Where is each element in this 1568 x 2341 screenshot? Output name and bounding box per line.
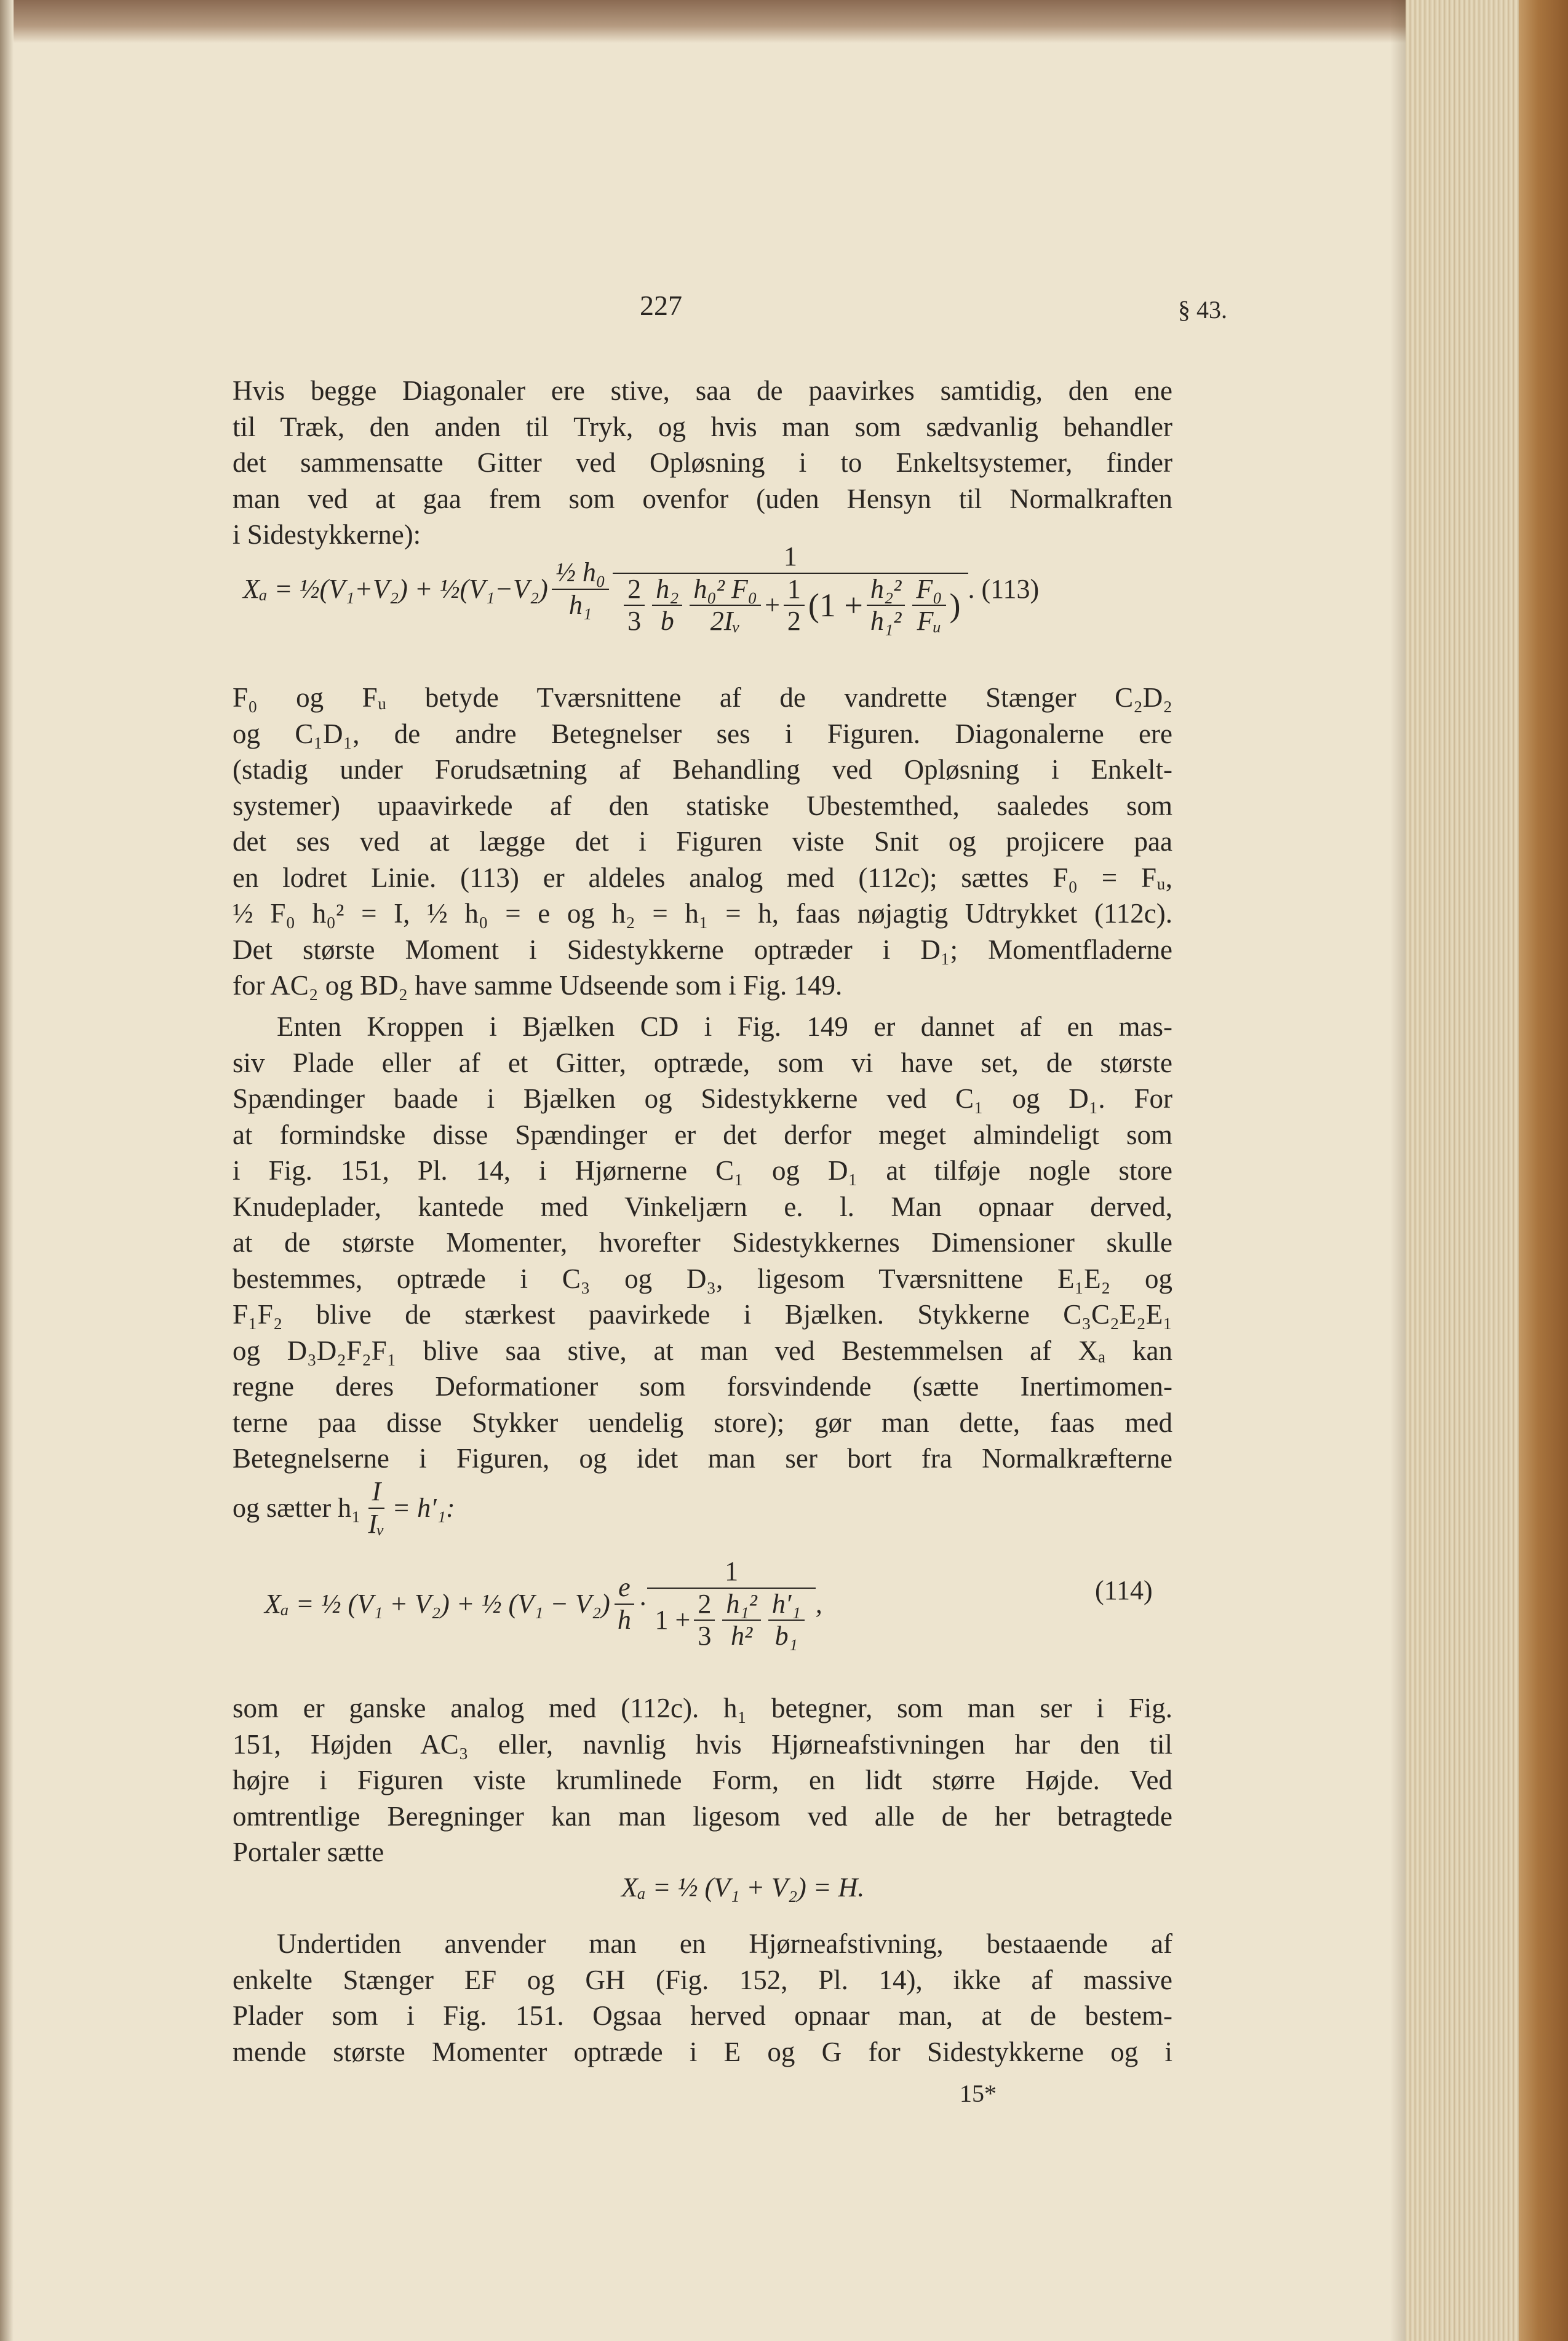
section-number: § 43. (1178, 296, 1227, 324)
text-line: i Sidestykkerne): (233, 519, 421, 550)
text-line: (stadig under Forudsætning af Behandling ved Opløsning i Enkelt- (233, 754, 1172, 785)
denominator: b₁ (774, 1621, 798, 1651)
denominator: b (660, 606, 674, 637)
paren-close: ) (949, 587, 961, 624)
dot: · (638, 1589, 648, 1620)
frac-h0F0-2Iv (690, 574, 761, 637)
text-line: i Fig. 151, Pl. 14, i Hjørnerne C₁ og D₁ at tilføje nogle store (233, 1155, 1172, 1186)
frac-e-h (614, 1572, 635, 1636)
denominator: 3 (698, 1621, 712, 1651)
paragraph-1 (233, 373, 1172, 553)
substitution-line (233, 1476, 455, 1540)
comma: , (815, 1589, 822, 1620)
text-line: omtrentlige Beregninger kan man ligesom ved alle de her betragtede (233, 1800, 1172, 1832)
equation-xa-h: Xₐ = ½ (V₁ + V₂) = H. (621, 1872, 865, 1902)
frac-1-2 (784, 574, 805, 637)
text-line: en lodret Linie. (113) er aldeles analog med (112c); sættes F₀ = Fᵤ, (233, 862, 1172, 893)
denominator: 2 (787, 606, 801, 637)
text-line: for AC₂ og BD₂ have samme Udseende som i Fig. 149. (233, 970, 843, 1001)
signature-mark: 15* (960, 2080, 997, 2107)
frac-h1-h (722, 1589, 761, 1652)
text-line: Plader som i Fig. 151. Ogsaa herved opnaar man, at de bestem- (233, 2000, 1172, 2031)
text-line: man ved at gaa frem som ovenfor (uden Hensyn til Normalkraften (233, 483, 1172, 514)
text-line: Spændinger baade i Bjælken og Sidestykkerne ved C₁ og D₁. For (233, 1083, 1172, 1114)
numerator: 1 (784, 574, 805, 606)
book-page-edges (1406, 0, 1568, 2341)
numerator: I (368, 1476, 385, 1509)
text-line: siv Plade eller af et Gitter, optræde, som vi have set, de største (233, 1047, 1172, 1078)
numerator: 1 (647, 1556, 815, 1589)
text-line: mende største Momenter optræde i E og G for Sidestykkerne og i (233, 2036, 1172, 2067)
numerator: 1 (613, 541, 968, 574)
frac-2-3 (624, 574, 645, 637)
page-left-edge (0, 0, 14, 2341)
paragraph-3 (233, 1009, 1172, 1477)
denominator: Iᵥ (368, 1508, 385, 1539)
numerator: 2 (624, 574, 645, 606)
text-line: højre i Figuren viste krumlinede Form, en lidt større Højde. Ved (233, 1765, 1172, 1795)
eq113-main-fraction (616, 541, 964, 637)
text-line: terne paa disse Stykker uendelig store); gør man dette, faas med (233, 1407, 1172, 1438)
one-plus: 1 + (655, 1604, 691, 1635)
numerator: 2 (694, 1589, 715, 1621)
text-line: at formindske disse Spændinger er det derfor meget almindeligt som (233, 1119, 1172, 1150)
text-line: som er ganske analog med (112c). h₁ betegner, som man ser i Fig. (233, 1693, 1172, 1723)
text-line: Hvis begge Diagonaler ere stive, saa de paavirkes samtidig, den ene (233, 375, 1172, 406)
text-line: det sammensatte Gitter ved Opløsning i to Enkeltsystemer, finder (233, 447, 1172, 478)
paren-open: (1 + (808, 587, 863, 624)
substitution-rhs: = h′₁: (392, 1493, 455, 1524)
text-line: Knudeplader, kantede med Vinkeljærn e. l. Man opnaar derved, (233, 1191, 1172, 1222)
text-line: og C₁D₁, de andre Betegnelser ses i Figuren. Diagonalerne ere (233, 718, 1172, 749)
frac-2-3 (694, 1589, 715, 1652)
eq113-fraction-h0-h1 (552, 557, 609, 621)
text-line: Undertiden anvender man en Hjørneafstivning, bestaaende af (277, 1928, 1172, 1959)
frac-h1p-b1 (768, 1589, 805, 1652)
text-line: Det største Moment i Sidestykkerne optræder i D₁; Momentfladerne (233, 934, 1172, 965)
denominator: h (617, 1604, 631, 1635)
text-line: Enten Kroppen i Bjælken CD i Fig. 149 er dannet af en mas- (277, 1011, 1172, 1042)
text-line: F₁F₂ blive de stærkest paavirkede i Bjælken. Stykkerne C₃C₂E₂E₁ (233, 1299, 1172, 1330)
equation-113 (243, 541, 1039, 637)
denominator (616, 574, 964, 637)
frac-I-Iv (364, 1476, 388, 1540)
numerator: F₀ (912, 574, 945, 606)
paragraph-5 (233, 1926, 1172, 2070)
numerator: h₂ (652, 574, 682, 606)
paragraph-2 (233, 680, 1172, 1004)
numerator: h₁² (722, 1589, 761, 1621)
denominator: h² (730, 1621, 753, 1651)
page-top-edge (0, 0, 1568, 43)
text-line: F₀ og Fᵤ betyde Tværsnittene af de vandrette Stænger C₂D₂ (233, 682, 1172, 713)
numerator: h₀² F₀ (690, 574, 761, 606)
text-line: ½ F₀ h₀² = I, ½ h₀ = e og h₂ = h₁ = h, faas nøjagtig Udtrykket (112c). (233, 898, 1172, 929)
equation-number-114: (114) (1095, 1575, 1153, 1605)
page-number: 227 (640, 290, 682, 321)
numerator: e (615, 1572, 634, 1605)
text-line: og D₃D₂F₂F₁ blive saa stive, at man ved Bestemmelsen af Xₐ kan (233, 1335, 1172, 1366)
substitution-text: og sætter h₁ (233, 1493, 361, 1524)
eq113-lhs: Xₐ = ½(V₁+V₂) + ½(V₁−V₂) (243, 574, 548, 605)
text-line: enkelte Stænger EF og GH (Fig. 152, Pl. 14), ikke af massive (233, 1964, 1172, 1995)
paragraph-4 (233, 1690, 1172, 1870)
denominator: h₁² (870, 606, 902, 637)
text-line: regne deres Deformationer som forsvindende (sætte Inertimomen- (233, 1371, 1172, 1402)
numerator: ½ h₀ (552, 557, 609, 590)
text-line: Portaler sætte (233, 1837, 384, 1867)
equation-number: . (113) (968, 574, 1040, 605)
text-line: 151, Højden AC₃ eller, navnlig hvis Hjørneafstivningen har den til (233, 1728, 1172, 1760)
numerator: h₂² (867, 574, 905, 606)
denominator: 3 (627, 606, 642, 637)
text-line: Betegnelserne i Figuren, og idet man ser bort fra Normalkræfterne (233, 1443, 1172, 1474)
denominator (651, 1589, 811, 1652)
frac-h2-b (652, 574, 682, 637)
eq114-lhs: Xₐ = ½ (V₁ + V₂) + ½ (V₁ − V₂) (265, 1589, 610, 1620)
text-line: bestemmes, optræde i C₃ og D₃, ligesom Tværsnittene E₁E₂ og (233, 1263, 1172, 1294)
text-line: til Træk, den anden til Tryk, og hvis man som sædvanlig behandler (233, 411, 1172, 442)
frac-F0-Fu (912, 574, 945, 637)
numerator: h′₁ (768, 1589, 805, 1621)
denominator: 2Iᵥ (710, 606, 741, 637)
frac-h2-h1 (867, 574, 905, 637)
denominator: h₁ (568, 589, 592, 620)
text-line: at de største Momenter, hvorefter Sidestykkernes Dimensioner skulle (233, 1227, 1172, 1258)
denominator: Fᵤ (917, 606, 942, 637)
text-line: det ses ved at lægge det i Figuren viste Snit og projicere paa (233, 826, 1172, 857)
equation-114 (265, 1556, 822, 1652)
eq114-main-fraction (651, 1556, 811, 1652)
text-line: systemer) upaavirkede af den statiske Ubestemthed, saaledes som (233, 790, 1172, 821)
plus-sign: + (765, 589, 780, 620)
